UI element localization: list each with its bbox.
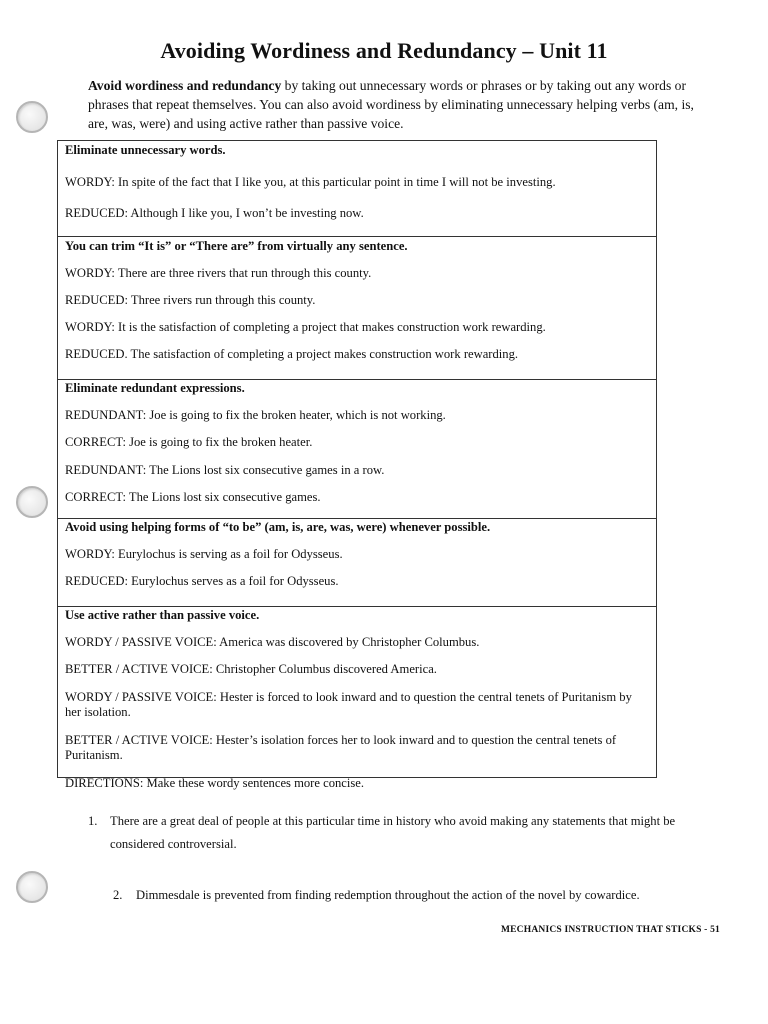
section-active-voice (58, 606, 656, 777)
directions: DIRECTIONS: Make these wordy sentences more concise. (65, 776, 365, 790)
page-footer: MECHANICS INSTRUCTION THAT STICKS - 51 (500, 925, 720, 935)
question-text: There are a great deal of people at this particular time in history who avoid making any statements that might be considered controversial. (110, 814, 676, 851)
example-line: WORDY: There are three rivers that run through this county. (65, 266, 372, 280)
intro-text: by taking out unnecessary words or phrases or by taking out any words or phrases that repeat themselves. You can also avoid wordiness by eliminating unnecessary helping verbs (am, is, are, was, were) and using active rather than passive voice. (88, 78, 694, 131)
example-line: BETTER / ACTIVE VOICE: Christopher Columbus discovered America. (65, 662, 437, 676)
section-heading: Eliminate redundant expressions. (65, 381, 245, 395)
question-1 (88, 814, 728, 854)
example-line: WORDY / PASSIVE VOICE: Hester is forced to look inward and to question the central tenets of Puritanism by her isolation. (65, 690, 632, 719)
example-line: WORDY: In spite of the fact that I like you, at this particular point in time I will not be investing. (65, 175, 556, 189)
binder-hole-top (16, 101, 48, 133)
page-title: Avoiding Wordiness and Redundancy – Unit 11 (160, 38, 608, 63)
question-number: 1. (88, 814, 98, 828)
section-redundant-expressions (58, 379, 656, 518)
section-unnecessary-words (58, 141, 656, 236)
example-line: REDUCED: Eurylochus serves as a foil for Odysseus. (65, 574, 339, 588)
section-trim-it-is (58, 236, 656, 379)
section-heading: You can trim “It is” or “There are” from virtually any sentence. (65, 239, 408, 253)
example-line: REDUCED. The satisfaction of completing a project makes construction work rewarding. (65, 347, 519, 361)
example-line: BETTER / ACTIVE VOICE: Hester’s isolation forces her to look inward and to question the central tenets of Puritanism. (65, 733, 617, 762)
example-line: REDUNDANT: Joe is going to fix the broken heater, which is not working. (65, 408, 446, 422)
intro-bold-lead: Avoid wordiness and redundancy (88, 78, 282, 93)
section-helping-verbs (58, 518, 656, 606)
binder-hole-middle (16, 486, 48, 518)
question-number: 2. (113, 888, 123, 902)
example-line: WORDY / PASSIVE VOICE: America was discovered by Christopher Columbus. (65, 635, 480, 649)
question-2 (113, 888, 733, 908)
example-line: CORRECT: The Lions lost six consecutive games. (65, 490, 321, 504)
rules-box (57, 140, 657, 778)
section-heading: Use active rather than passive voice. (65, 608, 260, 622)
example-line: WORDY: Eurylochus is serving as a foil for Odysseus. (65, 547, 343, 561)
example-line: WORDY: It is the satisfaction of completing a project that makes construction work rewarding. (65, 320, 546, 334)
binder-hole-bottom (16, 871, 48, 903)
intro-paragraph (88, 76, 708, 133)
question-text: Dimmesdale is prevented from finding redemption throughout the action of the novel by cowardice. (136, 888, 640, 902)
example-line: REDUNDANT: The Lions lost six consecutive games in a row. (65, 463, 385, 477)
example-line: REDUCED: Three rivers run through this county. (65, 293, 316, 307)
section-heading: Avoid using helping forms of “to be” (am, is, are, was, were) whenever possible. (65, 520, 491, 534)
section-heading: Eliminate unnecessary words. (65, 143, 226, 157)
example-line: REDUCED: Although I like you, I won’t be investing now. (65, 206, 364, 220)
example-line: CORRECT: Joe is going to fix the broken heater. (65, 435, 313, 449)
